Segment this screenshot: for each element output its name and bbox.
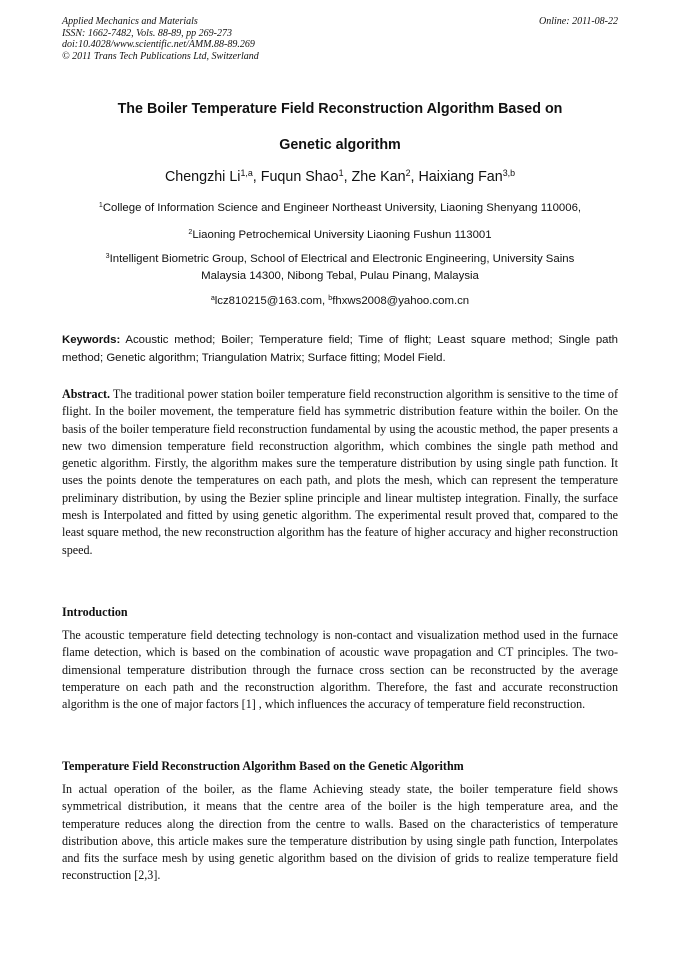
author-superscript: 1	[338, 168, 344, 179]
email-a: lcz810215@163.com,	[214, 295, 329, 307]
paper-title	[62, 91, 618, 163]
affiliation-superscript: 2	[188, 229, 193, 237]
author-separator: ,	[252, 169, 261, 185]
author-name: Haixiang Fan	[418, 169, 503, 185]
affiliation-superscript: 1	[98, 202, 103, 210]
email-b: fhxws2008@yahoo.com.cn	[332, 295, 470, 307]
author-name: Zhe Kan	[351, 169, 406, 185]
author-name: Fuqun Shao	[260, 169, 339, 185]
keywords-label: Keywords:	[62, 334, 121, 346]
author-superscript: 1,a	[240, 168, 253, 179]
title-line-1: The Boiler Temperature Field Reconstruction Algorithm Based on	[117, 101, 563, 117]
section2-text: In actual operation of the boiler, as the flame Achieving steady state, the boiler temperature field shows symmetrical distribution, it means that the centre area of the boiler is the high temperature area, and the temperature reduces along the direction from the centre to walls. Based on the characteristics of temperature distribution above, this article makes sure the temperature distribution by using single path function, Interpolates and fits the surface mesh by using genetic algorithm based on the division of grids to realize temperature field reconstruction [2,3].	[62, 782, 618, 883]
affiliation-superscript: 3	[105, 253, 110, 261]
affiliation-text: College of Information Science and Engineer Northeast University, Liaoning Shenyang 110006,	[102, 202, 582, 214]
title-line-2: Genetic algorithm	[279, 137, 401, 153]
issn-line: ISSN: 1662-7482, Vols. 88-89, pp 269-273	[62, 27, 232, 39]
online-date: Online: 2011-08-22	[539, 16, 618, 27]
email-superscript: b	[328, 295, 333, 303]
affiliation-text: Malaysia 14300, Nibong Tebal, Pulau Pinang, Malaysia	[201, 269, 479, 282]
affiliation-text: Intelligent Biometric Group, School of Electrical and Electronic Engineering, University Sains	[109, 253, 575, 265]
author-list	[62, 166, 618, 188]
email-superscript: a	[210, 295, 215, 303]
keywords-text: Acoustic method; Boiler; Temperature field; Time of flight; Least square method; Single path method; Genetic algorithm; Triangulation Matrix; Surface fitting; Model Field.	[62, 334, 618, 364]
author-name: Chengzhi Li	[164, 169, 241, 185]
copyright-line: © 2011 Trans Tech Publications Ltd, Switzerland	[62, 50, 259, 62]
introduction-heading: Introduction	[62, 605, 128, 619]
affiliation-3	[62, 251, 618, 284]
author-separator: ,	[410, 169, 419, 185]
journal-header	[62, 16, 618, 62]
abstract-text: The traditional power station boiler temperature field reconstruction algorithm is sensitive to the time of flight. In the boiler movement, the temperature field has symmetric distribution feature within the boiler. On the basis of the boiler temperature field reconstruction fundamental by using the acoustic method, the paper presents a new two dimension temperature field reconstruction algorithm, which combines the single path method and genetic algorithm. Firstly, the algorithm makes sure the temperature distribution by using single path function. It uses the points denote the temperatures on each path, and plots the mesh, which can represent the temperature preliminary distribution, by using the Bezier spline principle and linear multistep integration. Finally, the surface mesh is Interpolated and fitted by using genetic algorithm. The experimental result proved that, compared to the least square method, the new reconstruction algorithm has the feature of higher accuracy and higher reconstruction speed.	[62, 387, 618, 557]
keywords	[62, 331, 618, 367]
journal-name: Applied Mechanics and Materials	[62, 16, 198, 27]
author-separator: ,	[343, 169, 352, 185]
affiliation-1	[62, 200, 618, 217]
doi-line: doi:10.4028/www.scientific.net/AMM.88-89.269	[62, 39, 255, 50]
author-superscript: 3,b	[502, 168, 516, 179]
email-line	[62, 293, 618, 310]
author-superscript: 2	[405, 168, 411, 179]
abstract	[62, 386, 618, 559]
affiliation-2	[62, 227, 618, 244]
abstract-label: Abstract.	[62, 387, 111, 401]
section2-heading: Temperature Field Reconstruction Algorithm Based on the Genetic Algorithm	[62, 759, 464, 773]
introduction-text: The acoustic temperature field detecting technology is non-contact and visualization method used in the furnace flame detection, which is based on the combination of acoustic wave propagation and CT principles. The two-dimensional temperature distribution through the furnace cross section can be reconstructed by the average temperature on each path and the reconstruction algorithm. Therefore, the fast and accurate reconstruction algorithm is the one of major factors [1] , which influences the accuracy of temperature field reconstruction.	[62, 628, 618, 712]
affiliation-text: Liaoning Petrochemical University Liaoning Fushun 113001	[192, 229, 492, 241]
